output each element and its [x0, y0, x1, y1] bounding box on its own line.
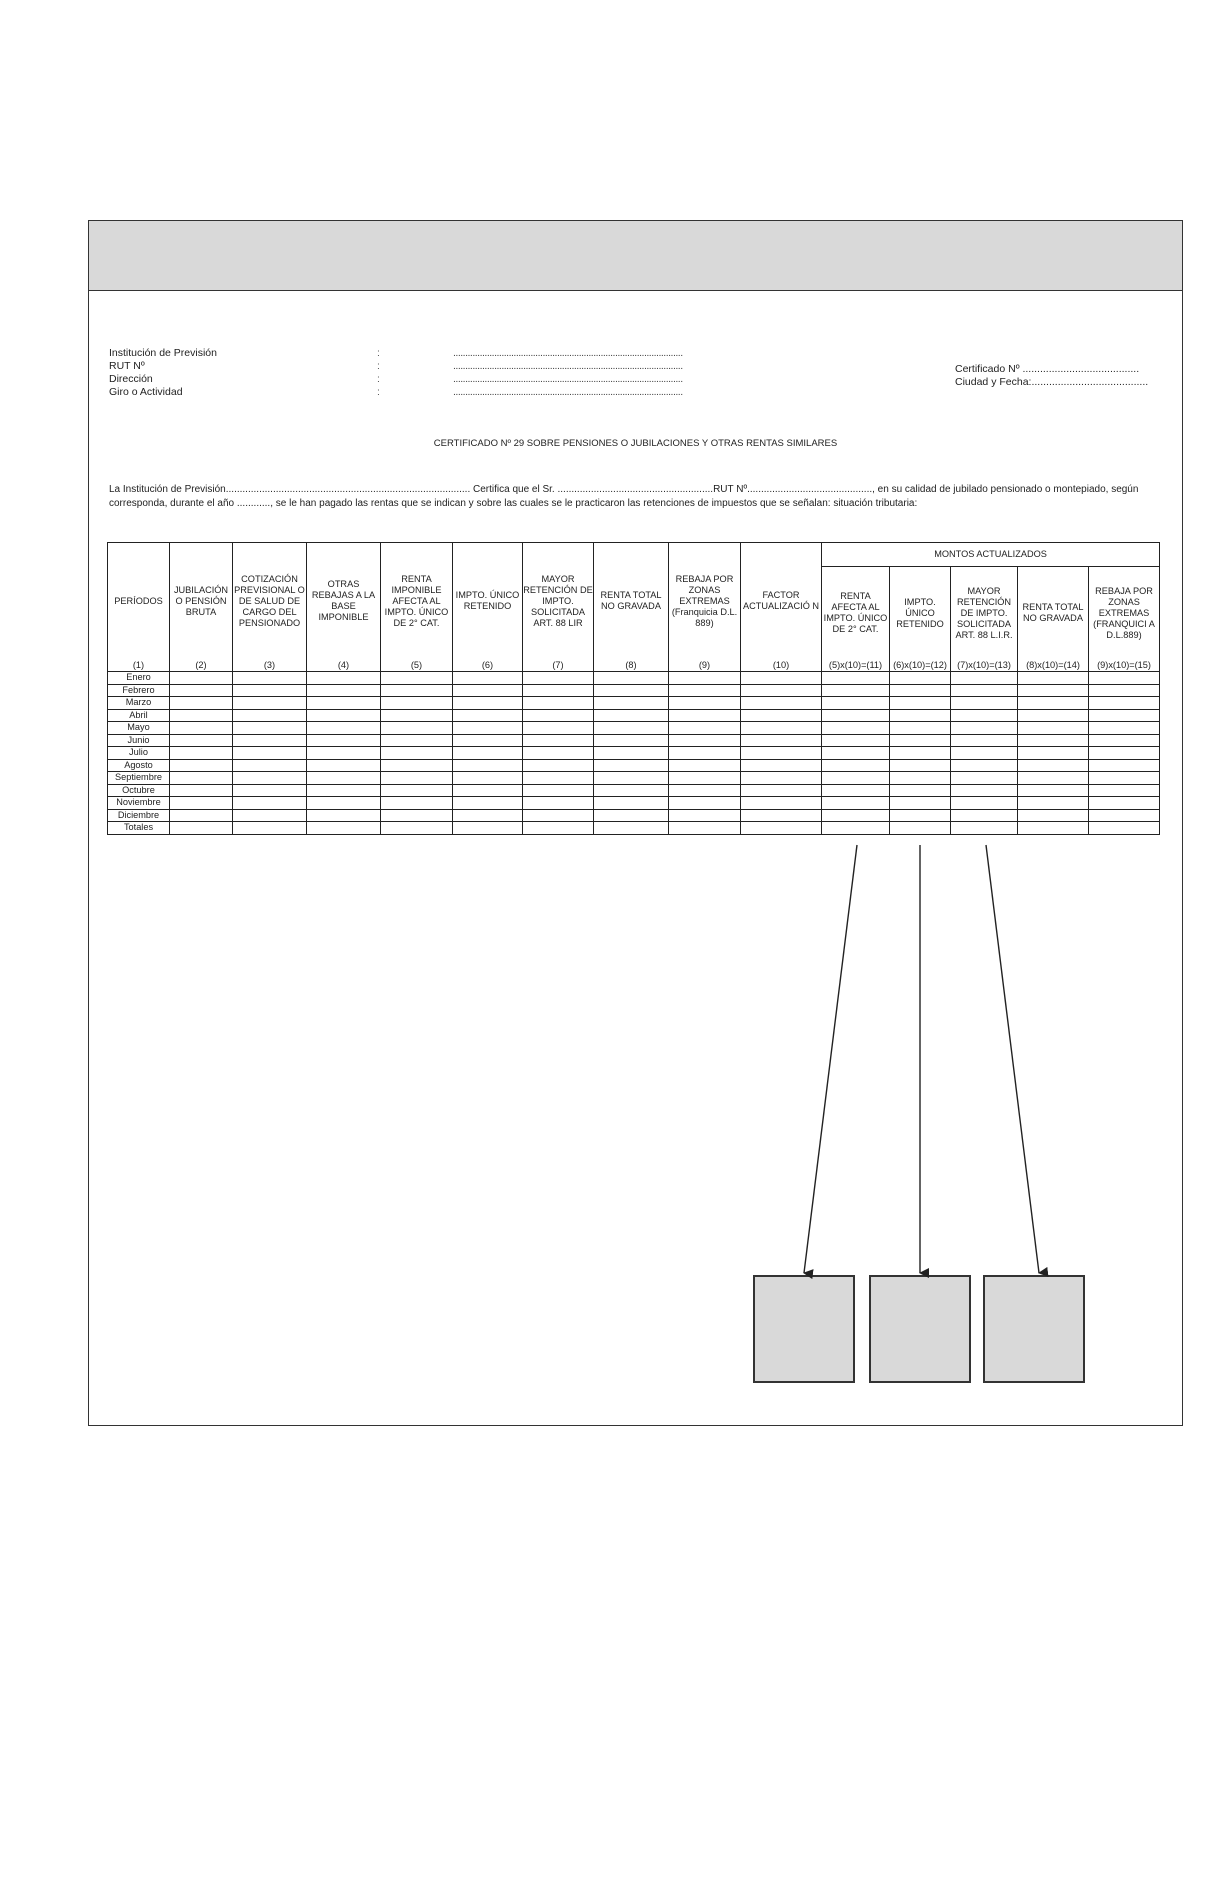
table-cell[interactable]: [170, 759, 233, 772]
header-fill-lines: [453, 347, 683, 399]
table-cell[interactable]: [951, 697, 1018, 710]
col-number: (1): [108, 659, 170, 672]
certificate-title: CERTIFICADO Nº 29 SOBRE PENSIONES O JUBILACIONES Y OTRAS RENTAS SIMILARES: [433, 438, 838, 449]
table-row: [108, 722, 1160, 735]
updated-amounts-header: MONTOS ACTUALIZADOS: [822, 543, 1160, 567]
table-cell[interactable]: [170, 697, 233, 710]
col-number: (6): [453, 659, 523, 672]
row-period-label: Octubre: [108, 784, 170, 797]
table-cell[interactable]: [1089, 734, 1160, 747]
table-row: [108, 697, 1160, 710]
col-header-9: REBAJA POR ZONAS EXTREMAS (Franquicia D.L. 889): [669, 543, 741, 660]
row-period-label: Enero: [108, 672, 170, 685]
certificate-number-row: [955, 363, 1148, 376]
table-cell[interactable]: [822, 722, 890, 735]
table-cell[interactable]: [233, 747, 307, 760]
table-cell[interactable]: [594, 809, 669, 822]
table-cell[interactable]: [951, 684, 1018, 697]
row-period-label: Totales: [108, 822, 170, 835]
col-header-5: RENTA IMPONIBLE AFECTA AL IMPTO. ÚNICO DE 2° CAT.: [381, 543, 453, 660]
table-cell[interactable]: [307, 734, 381, 747]
table-cell[interactable]: [307, 759, 381, 772]
table-cell[interactable]: [594, 797, 669, 810]
table-cell[interactable]: [170, 797, 233, 810]
table-cell[interactable]: [951, 759, 1018, 772]
col-header-13: MAYOR RETENCIÓN DE IMPTO. SOLICITADA ART. 88 L.I.R.: [951, 567, 1018, 660]
table-cell[interactable]: [741, 722, 822, 735]
col-header-10: FACTOR ACTUALIZACIÓ N: [741, 543, 822, 660]
table-cell[interactable]: [307, 772, 381, 785]
table-cell[interactable]: [233, 809, 307, 822]
table-cell[interactable]: [890, 822, 951, 835]
table-cell[interactable]: [669, 709, 741, 722]
table-cell[interactable]: [1089, 722, 1160, 735]
table-cell[interactable]: [381, 747, 453, 760]
city-date-label: Ciudad y Fecha:: [955, 376, 1032, 388]
col-header-12: IMPTO. ÚNICO RETENIDO: [890, 567, 951, 660]
col-header-4: OTRAS REBAJAS A LA BASE IMPONIBLE: [307, 543, 381, 660]
table-cell[interactable]: [170, 672, 233, 685]
table-cell[interactable]: [951, 709, 1018, 722]
result-box-1[interactable]: [753, 1275, 855, 1383]
table-cell[interactable]: [1089, 697, 1160, 710]
colon: :: [377, 386, 380, 398]
row-period-label: Febrero: [108, 684, 170, 697]
table-body: [108, 672, 1160, 835]
table-cell[interactable]: [1089, 759, 1160, 772]
table-cell[interactable]: [381, 784, 453, 797]
table-cell[interactable]: [1018, 672, 1089, 685]
activity-field[interactable]: ...............................................................................................: [453, 386, 683, 398]
table-cell[interactable]: [669, 772, 741, 785]
table-cell[interactable]: [1018, 734, 1089, 747]
table-cell[interactable]: [381, 797, 453, 810]
table-cell[interactable]: [890, 684, 951, 697]
colon: :: [377, 360, 380, 372]
table-cell[interactable]: [453, 797, 523, 810]
col-header-15: REBAJA POR ZONAS EXTREMAS (FRANQUICI A D.L.889): [1089, 567, 1160, 660]
top-gray-band: [89, 221, 1182, 291]
row-period-label: Mayo: [108, 722, 170, 735]
col-number: (3): [233, 659, 307, 672]
table-cell[interactable]: [594, 734, 669, 747]
table-cell[interactable]: [381, 722, 453, 735]
table-cell[interactable]: [453, 809, 523, 822]
table-cell[interactable]: [594, 747, 669, 760]
table-cell[interactable]: [822, 747, 890, 760]
table-cell[interactable]: [307, 809, 381, 822]
table-cell[interactable]: [1089, 672, 1160, 685]
col-header-14: RENTA TOTAL NO GRAVADA: [1018, 567, 1089, 660]
table-row: [108, 797, 1160, 810]
table-cell[interactable]: [1018, 784, 1089, 797]
table-cell[interactable]: [890, 772, 951, 785]
table-cell[interactable]: [381, 672, 453, 685]
row-period-label: Abril: [108, 709, 170, 722]
table-cell[interactable]: [381, 684, 453, 697]
table-cell[interactable]: [890, 797, 951, 810]
table-row: [108, 759, 1160, 772]
table-cell[interactable]: [170, 709, 233, 722]
table-cell[interactable]: [307, 784, 381, 797]
table-cell[interactable]: [453, 747, 523, 760]
col-number: (4): [307, 659, 381, 672]
table-cell[interactable]: [523, 809, 594, 822]
row-period-label: Agosto: [108, 759, 170, 772]
table-cell[interactable]: [669, 734, 741, 747]
col-header-8: RENTA TOTAL NO GRAVADA: [594, 543, 669, 660]
table-cell[interactable]: [523, 684, 594, 697]
table-cell[interactable]: [307, 697, 381, 710]
table-cell[interactable]: [669, 822, 741, 835]
table-cell[interactable]: [741, 759, 822, 772]
institution-field[interactable]: ...............................................................................................: [453, 347, 683, 359]
table-cell[interactable]: [741, 784, 822, 797]
col-number: (9)x(10)=(15): [1089, 659, 1160, 672]
table-row: [108, 709, 1160, 722]
col-number: (8): [594, 659, 669, 672]
table-cell[interactable]: [523, 759, 594, 772]
table-cell[interactable]: [453, 822, 523, 835]
result-box-2[interactable]: [869, 1275, 971, 1383]
table-cell[interactable]: [233, 797, 307, 810]
table-cell[interactable]: [951, 734, 1018, 747]
table-cell[interactable]: [822, 734, 890, 747]
table-cell[interactable]: [307, 822, 381, 835]
table-cell[interactable]: [307, 672, 381, 685]
table-cell[interactable]: [233, 684, 307, 697]
table-cell[interactable]: [453, 672, 523, 685]
table-cell[interactable]: [453, 697, 523, 710]
table-cell[interactable]: [822, 797, 890, 810]
table-cell[interactable]: [233, 697, 307, 710]
table-cell[interactable]: [951, 672, 1018, 685]
table-cell[interactable]: [523, 747, 594, 760]
row-period-label: Marzo: [108, 697, 170, 710]
table-row: [108, 747, 1160, 760]
table-cell[interactable]: [741, 772, 822, 785]
table-cell[interactable]: [890, 784, 951, 797]
certificate-number-label: Certificado Nº: [955, 363, 1020, 375]
table-cell[interactable]: [233, 772, 307, 785]
table-cell[interactable]: [822, 672, 890, 685]
table-cell[interactable]: [669, 797, 741, 810]
table-cell[interactable]: [1089, 747, 1160, 760]
table-cell[interactable]: [822, 697, 890, 710]
table-cell[interactable]: [951, 772, 1018, 785]
table-cell[interactable]: [890, 734, 951, 747]
table-cell[interactable]: [951, 784, 1018, 797]
table-cell[interactable]: [822, 784, 890, 797]
table-row: [108, 784, 1160, 797]
table-cell[interactable]: [594, 709, 669, 722]
city-date-row: [955, 376, 1148, 389]
rut-field[interactable]: ...............................................................................................: [453, 360, 683, 372]
table-cell[interactable]: [669, 697, 741, 710]
result-box-3[interactable]: [983, 1275, 1085, 1383]
col-header-2: JUBILACIÓN O PENSIÓN BRUTA: [170, 543, 233, 660]
table-cell[interactable]: [170, 822, 233, 835]
col-header-1: PERÍODOS: [108, 543, 170, 660]
table-cell[interactable]: [1018, 797, 1089, 810]
table-cell[interactable]: [170, 809, 233, 822]
header-labels: [109, 347, 217, 399]
institution-label: Institución de Previsión: [109, 347, 217, 359]
row-period-label: Noviembre: [108, 797, 170, 810]
col-number: (10): [741, 659, 822, 672]
table-cell[interactable]: [307, 797, 381, 810]
table-cell[interactable]: [523, 797, 594, 810]
certificate-number-field[interactable]: ........................................: [1019, 363, 1140, 375]
table-cell[interactable]: [170, 784, 233, 797]
row-period-label: Junio: [108, 734, 170, 747]
table-cell[interactable]: [381, 759, 453, 772]
table-cell[interactable]: [453, 784, 523, 797]
col-number: (7)x(10)=(13): [951, 659, 1018, 672]
table-cell[interactable]: [890, 747, 951, 760]
table-cell[interactable]: [453, 684, 523, 697]
table-cell[interactable]: [523, 672, 594, 685]
table-cell[interactable]: [170, 684, 233, 697]
table-cell[interactable]: [523, 709, 594, 722]
col-number: (2): [170, 659, 233, 672]
table-cell[interactable]: [669, 672, 741, 685]
table-cell[interactable]: [170, 734, 233, 747]
table-cell[interactable]: [822, 684, 890, 697]
row-period-label: Diciembre: [108, 809, 170, 822]
table-cell[interactable]: [1018, 822, 1089, 835]
table-cell[interactable]: [951, 797, 1018, 810]
table-cell[interactable]: [1018, 722, 1089, 735]
arrow-line-3: [986, 845, 1039, 1273]
table-cell[interactable]: [1018, 747, 1089, 760]
table-cell[interactable]: [669, 759, 741, 772]
table-cell[interactable]: [233, 722, 307, 735]
table-cell[interactable]: [951, 747, 1018, 760]
table-cell[interactable]: [741, 697, 822, 710]
table-cell[interactable]: [381, 809, 453, 822]
table-cell[interactable]: [594, 697, 669, 710]
table-cell[interactable]: [890, 672, 951, 685]
rut-label: RUT Nº: [109, 360, 145, 372]
table-cell[interactable]: [381, 734, 453, 747]
table-row: [108, 684, 1160, 697]
table-cell[interactable]: [669, 784, 741, 797]
table-cell[interactable]: [594, 722, 669, 735]
table-cell[interactable]: [1018, 709, 1089, 722]
table-cell[interactable]: [822, 822, 890, 835]
col-header-6: IMPTO. ÚNICO RETENIDO: [453, 543, 523, 660]
table-cell[interactable]: [890, 697, 951, 710]
table-cell[interactable]: [741, 747, 822, 760]
table-cell[interactable]: [523, 822, 594, 835]
city-date-field[interactable]: ........................................: [1031, 376, 1149, 388]
table-cell[interactable]: [741, 734, 822, 747]
table-row: [108, 734, 1160, 747]
table-cell[interactable]: [233, 784, 307, 797]
table-cell[interactable]: [890, 709, 951, 722]
table-cell[interactable]: [523, 772, 594, 785]
form-frame: [88, 220, 1183, 1426]
arrow-line-1: [804, 845, 857, 1273]
col-header-11: RENTA AFECTA AL IMPTO. ÚNICO DE 2° CAT.: [822, 567, 890, 660]
table-cell[interactable]: [453, 759, 523, 772]
table-row: [108, 672, 1160, 685]
table-cell[interactable]: [1089, 709, 1160, 722]
table-cell[interactable]: [1018, 772, 1089, 785]
table-cell[interactable]: [523, 784, 594, 797]
table-cell[interactable]: [1018, 809, 1089, 822]
table-cell[interactable]: [669, 722, 741, 735]
colon: :: [377, 373, 380, 385]
table-cell[interactable]: [669, 809, 741, 822]
address-label: Dirección: [109, 373, 153, 385]
table-cell[interactable]: [1089, 772, 1160, 785]
row-period-label: Julio: [108, 747, 170, 760]
col-number: (9): [669, 659, 741, 672]
table-cell[interactable]: [1018, 759, 1089, 772]
table-cell[interactable]: [170, 747, 233, 760]
table-cell[interactable]: [1089, 809, 1160, 822]
table-cell[interactable]: [523, 722, 594, 735]
table-cell[interactable]: [741, 672, 822, 685]
table-row: [108, 809, 1160, 822]
header-colons: [377, 347, 380, 399]
table-cell[interactable]: [170, 722, 233, 735]
col-header-7: MAYOR RETENCIÓN DE IMPTO. SOLICITADA ART. 88 LIR: [523, 543, 594, 660]
table-cell[interactable]: [523, 734, 594, 747]
col-number: (6)x(10)=(12): [890, 659, 951, 672]
table-cell[interactable]: [453, 722, 523, 735]
table-cell[interactable]: [594, 772, 669, 785]
table-cell[interactable]: [1089, 684, 1160, 697]
table-cell[interactable]: [1089, 784, 1160, 797]
certification-paragraph: La Institución de Previsión........................................................................................ Certifica que el Sr. ........................................................RUT Nº............................................., en su calidad de jubilado pensionado o montepiado, según corresponda, durante el año ............, se le han pagado las rentas que se indican y sobre las cuales se le practicaron las retenciones de impuestos que se señalan: situación tributaria:: [109, 484, 1139, 509]
table-row: [108, 822, 1160, 835]
activity-label: Giro o Actividad: [109, 386, 183, 398]
table-cell[interactable]: [233, 709, 307, 722]
table-cell[interactable]: [1018, 684, 1089, 697]
col-number: (5)x(10)=(11): [822, 659, 890, 672]
table-cell[interactable]: [669, 747, 741, 760]
table-cell[interactable]: [453, 772, 523, 785]
table-cell[interactable]: [951, 809, 1018, 822]
table-cell[interactable]: [381, 772, 453, 785]
table-cell[interactable]: [741, 684, 822, 697]
row-period-label: Septiembre: [108, 772, 170, 785]
table-cell[interactable]: [233, 672, 307, 685]
table-cell[interactable]: [1089, 797, 1160, 810]
table-cell[interactable]: [307, 722, 381, 735]
table-cell[interactable]: [233, 734, 307, 747]
table-cell[interactable]: [669, 684, 741, 697]
table-cell[interactable]: [307, 684, 381, 697]
table-cell[interactable]: [741, 822, 822, 835]
pension-table: [107, 542, 1160, 835]
table-cell[interactable]: [1089, 822, 1160, 835]
table-cell[interactable]: [170, 772, 233, 785]
table-cell[interactable]: [381, 697, 453, 710]
table-cell[interactable]: [523, 697, 594, 710]
table-cell[interactable]: [381, 709, 453, 722]
col-number: (5): [381, 659, 453, 672]
table-cell[interactable]: [381, 822, 453, 835]
col-number: (8)x(10)=(14): [1018, 659, 1089, 672]
table-cell[interactable]: [594, 672, 669, 685]
table-cell[interactable]: [233, 822, 307, 835]
colon: :: [377, 347, 380, 359]
table-cell[interactable]: [594, 822, 669, 835]
table-cell[interactable]: [233, 759, 307, 772]
table-cell[interactable]: [890, 809, 951, 822]
table-cell[interactable]: [594, 684, 669, 697]
table-cell[interactable]: [307, 709, 381, 722]
table-cell[interactable]: [822, 709, 890, 722]
table-cell[interactable]: [822, 809, 890, 822]
table-cell[interactable]: [741, 797, 822, 810]
col-header-3: COTIZACIÓN PREVISIONAL O DE SALUD DE CARGO DEL PENSIONADO: [233, 543, 307, 660]
table-cell[interactable]: [453, 709, 523, 722]
table-row: [108, 772, 1160, 785]
table-cell[interactable]: [1018, 697, 1089, 710]
table-cell[interactable]: [890, 759, 951, 772]
table-cell[interactable]: [741, 809, 822, 822]
table-cell[interactable]: [307, 747, 381, 760]
table-cell[interactable]: [594, 784, 669, 797]
table-cell[interactable]: [822, 772, 890, 785]
table-cell[interactable]: [453, 734, 523, 747]
table-cell[interactable]: [594, 759, 669, 772]
col-number: (7): [523, 659, 594, 672]
table-cell[interactable]: [822, 759, 890, 772]
address-field[interactable]: ...............................................................................................: [453, 373, 683, 385]
table-cell[interactable]: [951, 822, 1018, 835]
table-cell[interactable]: [951, 722, 1018, 735]
table-cell[interactable]: [890, 722, 951, 735]
header-right-block: [955, 363, 1148, 389]
table-cell[interactable]: [741, 709, 822, 722]
